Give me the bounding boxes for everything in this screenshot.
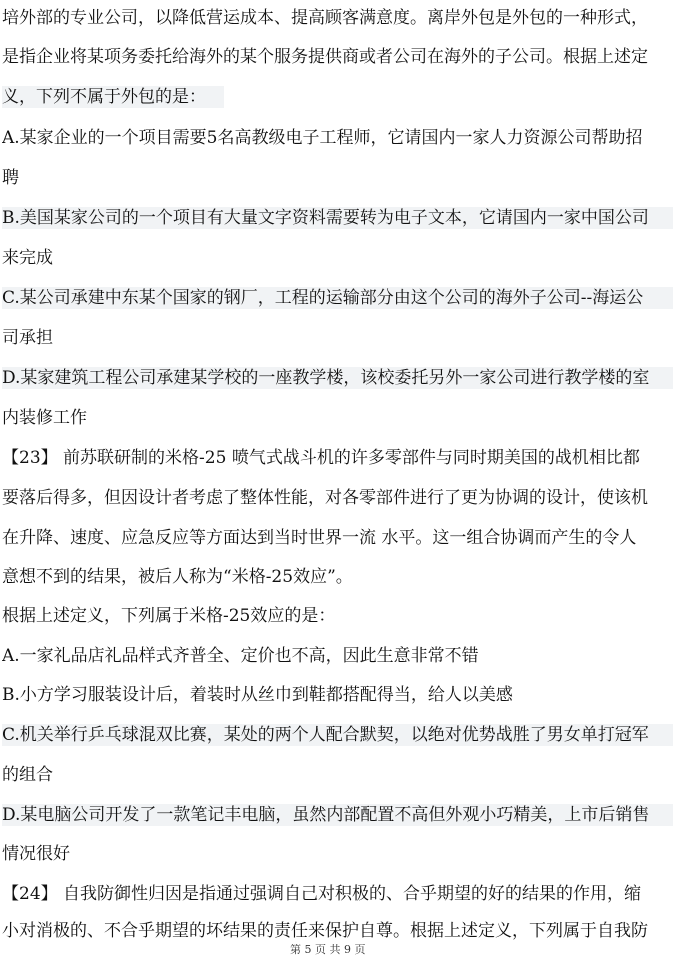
question-23-line-4: 意想不到的结果，被后人称为“米格-25效应”。: [2, 567, 353, 587]
q23-option-b: B.小方学习服装设计后，着装时从丝巾到鞋都搭配得当，给人以美感: [2, 685, 513, 705]
q23-option-d-line-1: D.某电脑公司开发了一款笔记丰电脑，虽然内部配置不高但外观小巧精美，上市后销售: [2, 804, 673, 826]
option-b-line-1: B.美国某家公司的一个项目有大量文字资料需要转为电子文本，它请国内一家中国公司: [2, 207, 673, 229]
text-line-3: 义，下列不属于外包的是：: [2, 86, 224, 108]
question-23-prompt: 根据上述定义，下列属于米格-25效应的是：: [2, 606, 336, 626]
option-a-line-1: A.某家企业的一个项目需要5名高教级电子工程师，它请国内一家人力资源公司帮助招: [2, 128, 643, 148]
option-b-line-2: 来完成: [2, 248, 53, 268]
option-d-line-1: D.某家建筑工程公司承建某学校的一座教学楼，该校委托另外一家公司进行教学楼的室: [2, 367, 673, 389]
option-d-line-2: 内装修工作: [2, 408, 87, 428]
q23-option-c-line-1: C.机关举行乒乓球混双比赛，某处的两个人配合默契，以绝对优势战胜了男女单打冠军: [2, 724, 673, 746]
option-a-line-2: 聘: [2, 168, 19, 188]
q23-option-c-line-2: 的组合: [2, 765, 53, 785]
question-23-line-1: 【23】 前苏联研制的米格-25 喷气式战斗机的许多零部件与同时期美国的战机相比都: [2, 448, 640, 468]
page-footer: 第 5 页 共 9 页: [290, 944, 366, 955]
question-23-line-3: 在升降、速度、应急反应等方面达到当时世界一流 水平。这一组合协调而产生的令人: [2, 528, 637, 548]
question-23-line-2: 要落后得多，但因设计者考虑了整体性能，对各零部件进行了更为协调的设计，使该机: [2, 488, 648, 508]
q23-option-d-line-2: 情况很好: [2, 844, 70, 864]
question-24-line-2: 小对消极的、不合乎期望的坏结果的责任来保护自尊。根据上述定义，下列属于自我防: [2, 921, 648, 941]
question-24-line-1: 【24】 自我防御性归因是指通过强调自己对积极的、合乎期望的好的结果的作用，缩: [2, 884, 642, 904]
option-c-line-1: C.某公司承建中东某个国家的钢厂，工程的运输部分由这个公司的海外子公司--海运公: [2, 287, 673, 309]
option-c-line-2: 司承担: [2, 328, 53, 348]
text-line-1: 培外部的专业公司，以降低营运成本、提高顾客满意度。离岸外包是外包的一种形式，: [2, 8, 648, 28]
text-line-2: 是指企业将某项务委托给海外的某个服务提供商或者公司在海外的子公司。根据上述定: [2, 47, 648, 67]
q23-option-a: A.一家礼品店礼品样式齐普全、定价也不高，因此生意非常不错: [2, 646, 479, 666]
